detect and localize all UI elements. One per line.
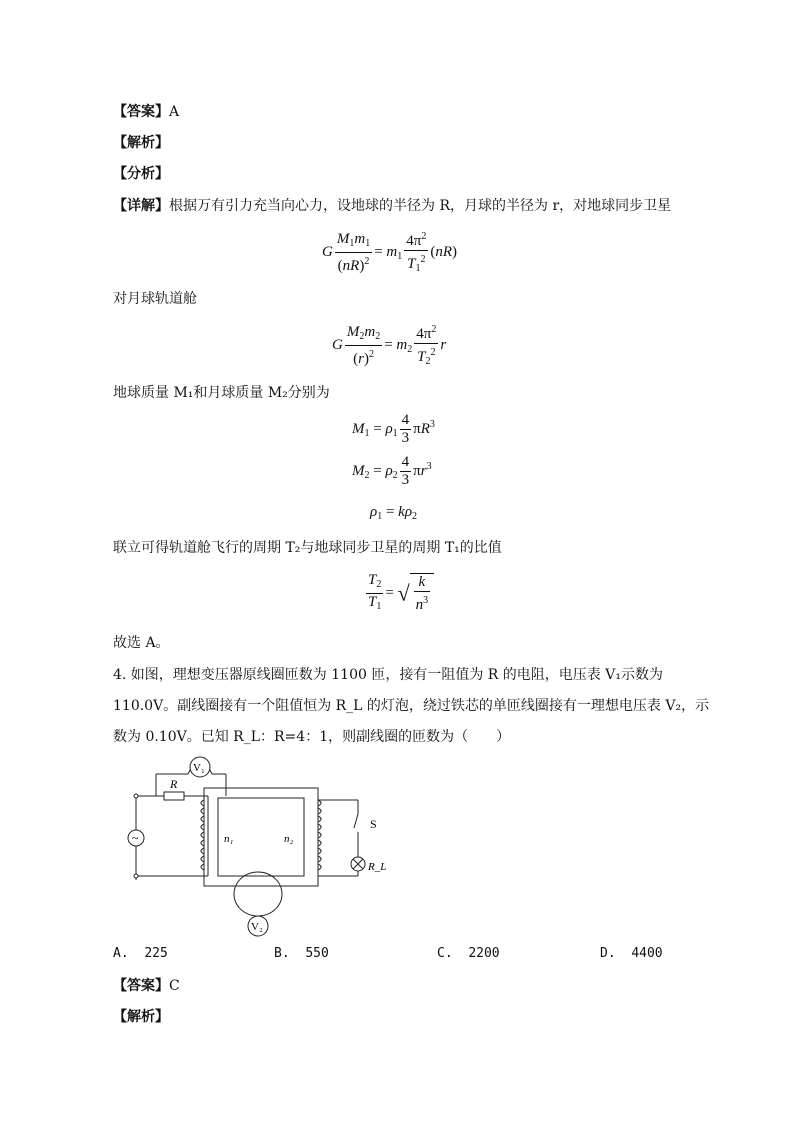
equation-density-ratio: $\rho_1 = k\rho_2$ — [370, 504, 418, 522]
answer2-line — [113, 977, 180, 995]
answer2-tag: 【答案】 — [113, 978, 169, 994]
option-a[interactable] — [113, 946, 168, 961]
conclusion: 故选 A。 — [113, 635, 170, 651]
option-c-label: C. — [437, 946, 453, 961]
ac-source-icon: ~ — [132, 831, 139, 845]
primary-turns-label: n₁ — [224, 833, 234, 845]
answer2-value: C — [169, 978, 180, 994]
detail-text: 根据万有引力充当向心力，设地球的半径为 R，月球的半径为 r，对地球同步卫星 — [169, 198, 672, 214]
option-c-value: 2200 — [468, 946, 500, 961]
voltmeter-v2-label: V₂ — [251, 921, 263, 933]
secondary-turns-label: n₂ — [284, 833, 294, 845]
option-a-value: 225 — [144, 946, 168, 961]
equation-period-ratio: $\frac{T_2}{T_1}$ = √ $\frac{k}{n^3}$ — [364, 572, 434, 615]
question4-line2: 110.0V。副线圈接有一个阻值恒为 R_L 的灯泡，绕过铁芯的单匝线圈接有一理想电压表 V₂，示 — [113, 698, 710, 714]
option-d-label: D. — [600, 946, 616, 961]
option-b-value: 550 — [305, 946, 329, 961]
fenxi-header: 【分析】 — [113, 166, 169, 182]
equation-moon-mass: $M_2 = \rho_2$ $\frac{4}{3}$ $\pi r^3$ — [352, 454, 432, 488]
equation-synchronous-satellite: G $\frac{M_1m_1}{(nR)^2}$ = $m_1$ $\frac{4\pi^2}{T_1^2}$ (nR) — [322, 228, 457, 277]
resistor-r-label: R — [170, 777, 178, 791]
transformer-circuit-diagram — [118, 752, 387, 938]
analysis2-header: 【解析】 — [113, 1009, 169, 1025]
option-b[interactable] — [274, 946, 329, 961]
lamp-rl-label: R_L — [368, 861, 387, 873]
ratio-intro: 联立可得轨道舱飞行的周期 T₂与地球同步卫星的周期 T₁的比值 — [113, 540, 502, 556]
option-b-label: B. — [274, 946, 290, 961]
voltmeter-v1-label: V₁ — [193, 762, 205, 774]
question4-line1: 4. 如图，理想变压器原线圈匝数为 1100 匝，接有一阻值为 R 的电阻，电压表 V₁示数为 — [113, 667, 663, 683]
answer-tag: 【答案】 — [113, 104, 169, 120]
option-c[interactable] — [437, 946, 500, 961]
question4-line3: 数为 0.10V。已知 R_L：R=4：1，则副线圈的匝数为（ ） — [113, 729, 511, 745]
answer-line — [113, 103, 179, 121]
equation-lunar-orbiter: G $\frac{M_2m_2}{(r)^2}$ = $m_2$ $\frac{4\pi^2}{T_2^2}$ r — [332, 321, 446, 370]
detail-tag: 【详解】 — [113, 198, 169, 214]
lunar-intro: 对月球轨道舱 — [113, 291, 197, 307]
analysis-header: 【解析】 — [113, 135, 169, 151]
switch-s-label: S — [370, 817, 377, 831]
equation-earth-mass: $M_1 = \rho_1$ $\frac{4}{3}$ $\pi R^3$ — [352, 412, 435, 446]
detail-line — [113, 197, 671, 215]
option-d[interactable] — [600, 946, 663, 961]
mass-intro: 地球质量 M₁和月球质量 M₂分别为 — [113, 385, 330, 401]
option-a-label: A. — [113, 946, 129, 961]
option-d-value: 4400 — [631, 946, 663, 961]
answer-value: A — [169, 104, 180, 120]
